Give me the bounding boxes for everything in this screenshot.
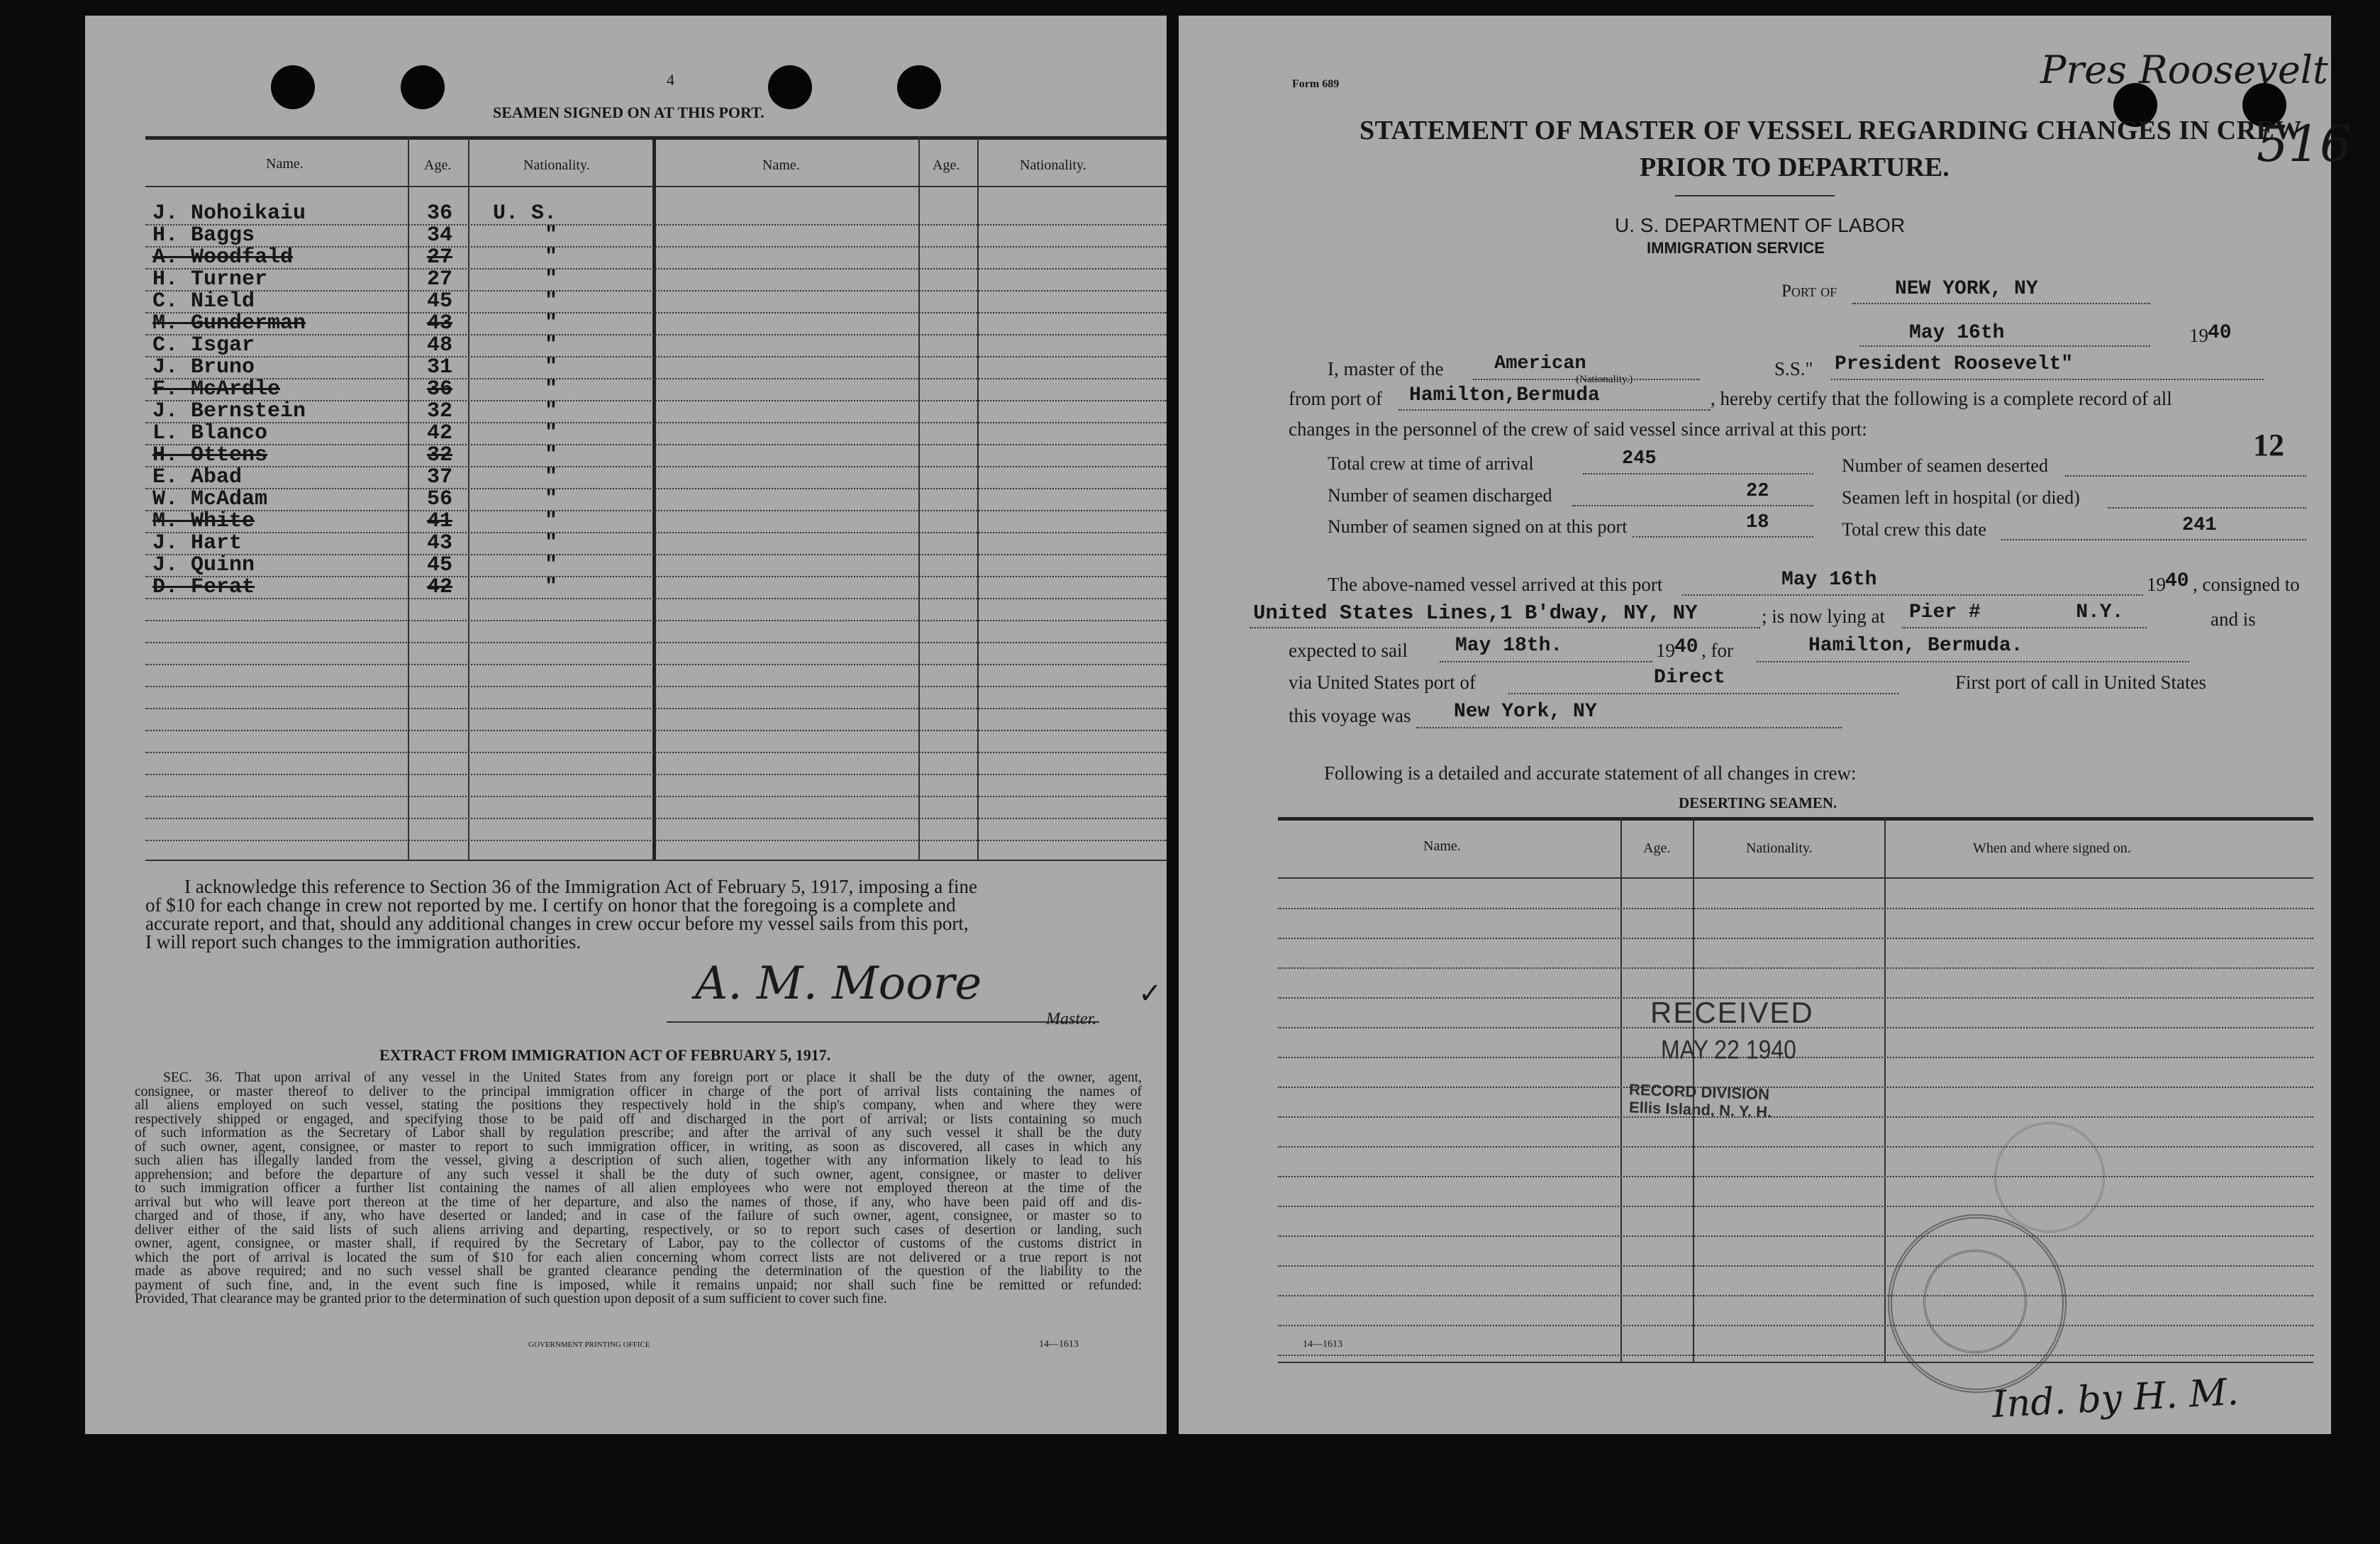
seaman-age: 36 — [427, 201, 453, 226]
extract-line: which the port of arrival is located the sum of $10 for each alien concerning whom correct lists are not delivered or a true report is not — [135, 1250, 1142, 1265]
seaman-age: 36 — [427, 377, 453, 401]
extract-line: such alien has illegally landed from the vessel, giving a description of such alien, together with any information likely to lead to his — [135, 1153, 1142, 1168]
ss-label: S.S." — [1774, 358, 1813, 379]
date-year-suffix: 40 — [2208, 322, 2232, 344]
form-code-right: 14—1613 — [1303, 1339, 1342, 1350]
stamp-division: RECORD DIVISION — [1628, 1080, 1770, 1104]
seaman-age: 43 — [427, 311, 453, 335]
extract-line: of such information as the Secretary of Labor shall by regulation prescribe; and after the arrival of any such vessel it shall be the duty — [135, 1126, 1142, 1140]
master-of-label: I, master of the — [1328, 358, 1444, 379]
seaman-age: 42 — [427, 421, 453, 445]
destination-value: Hamilton, Bermuda. — [1808, 635, 2023, 657]
column-header-nationality: Nationality. — [523, 157, 590, 173]
seaman-nationality: " — [545, 531, 558, 555]
handwritten-index-note: Ind. by H. M. — [1991, 1370, 2240, 1427]
seaman-name: M. Gunderman — [152, 311, 306, 335]
deserting-header-when-where: When and where signed on. — [1973, 840, 2131, 856]
acknowledgement: I acknowledge this reference to Section 36 of the Immigration Act of February 5, 1917, imposing a fine of $10 for each change in crew not reported by me. I certify on honor that the foregoing is a complete and accurate report, and that, should any additional changes in crew occur before my vessel sails from this port, I will report such changes to the immigration authorities. — [145, 876, 977, 952]
form-code-left: 14—1613 — [1039, 1339, 1079, 1350]
seaman-nationality: " — [545, 575, 558, 599]
seaman-name: F. McArdle — [152, 377, 281, 401]
arrived-year-suffix: 40 — [2165, 570, 2189, 592]
total-date-value: 241 — [2182, 515, 2217, 536]
seaman-nationality: " — [545, 465, 558, 489]
form-title-line1: STATEMENT OF MASTER OF VESSEL REGARDING CHANGES IN CREW — [1359, 116, 2302, 145]
seaman-nationality: " — [545, 311, 558, 335]
seaman-name: J. Hart — [152, 531, 243, 555]
seaman-age: 42 — [427, 575, 453, 599]
discharged-label: Number of seamen discharged — [1328, 485, 1552, 506]
seaman-name: M. White — [152, 509, 255, 533]
arrived-value: May 16th — [1781, 569, 1877, 591]
seaman-age: 41 — [427, 509, 453, 533]
department: U. S. DEPARTMENT OF LABOR — [1615, 214, 1906, 236]
voyage-label: this voyage was — [1289, 705, 1411, 726]
following-text: Following is a detailed and accurate statement of all changes in crew: — [1324, 762, 1857, 784]
seaman-nationality: " — [545, 487, 558, 511]
extract-heading: EXTRACT FROM IMMIGRATION ACT OF FEBRUARY 5, 1917. — [379, 1046, 831, 1064]
seaman-name: J. Bernstein — [152, 399, 306, 423]
extract-line: consignee, or master thereof to deliver to the principal immigration officer in charge of the port of arrival lists containing the names of — [135, 1084, 1142, 1099]
total-arrival-label: Total crew at time of arrival — [1328, 453, 1534, 474]
date-value: May 16th — [1909, 322, 2005, 344]
extract-line: of such owner, agent, consignee, or master to report to such immigration officer, in writing, as soon as discovered, all cases in which any — [135, 1139, 1142, 1155]
seaman-nationality: " — [545, 443, 558, 467]
seaman-name: J. Bruno — [152, 355, 255, 379]
signed-on-value: 18 — [1746, 512, 1769, 533]
seaman-nationality: " — [545, 333, 558, 357]
deserting-header-nationality: Nationality. — [1746, 840, 1813, 856]
margin-number: 12 — [2253, 428, 2284, 462]
seaman-name: L. Blanco — [152, 421, 268, 445]
immigration-service: IMMIGRATION SERVICE — [1647, 239, 1825, 257]
deserting-heading: DESERTING SEAMEN. — [1679, 794, 1837, 811]
seaman-nationality: " — [545, 267, 558, 291]
seaman-name: W. McAdam — [152, 487, 268, 511]
seaman-name: J. Nohoikaiu — [152, 201, 306, 226]
punch-hole — [401, 65, 445, 109]
pier-value: Pier # N.Y. — [1909, 601, 2124, 623]
extract-text — [135, 1071, 1142, 1306]
via-value: Direct — [1654, 667, 1725, 689]
signed-on-label: Number of seamen signed on at this port — [1328, 516, 1628, 537]
seaman-age: 32 — [427, 443, 453, 467]
extract-line: deliver either of the said lists of such aliens arriving and departing, respectively, or so to report such cases of desertion or landing, such — [135, 1222, 1142, 1238]
nationality-value: American — [1494, 353, 1586, 374]
seaman-name: H. Ottens — [152, 443, 268, 467]
consigned-label: , consigned to — [2193, 574, 2300, 595]
punch-hole — [271, 65, 315, 109]
seaman-nationality: " — [545, 355, 558, 379]
seaman-age: 45 — [427, 553, 453, 577]
from-port-value: Hamilton,Bermuda — [1409, 384, 1600, 406]
sail-value: May 18th. — [1455, 635, 1563, 657]
extract-line: respectively shipped or engaged, and specifying those to be paid off and discharged in the port of arrival; or lists containing so much — [135, 1111, 1142, 1127]
extract-line: payment of such fine, and, in the event such fine is imposed, while it remains unpaid; nor shall such fine be remitted or refunded: — [135, 1277, 1142, 1293]
arrived-label: The above-named vessel arrived at this port — [1328, 574, 1663, 595]
printing-office: GOVERNMENT PRINTING OFFICE — [528, 1340, 650, 1349]
extract-line: to such immigration officer a further list containing the names of all alien employees who were not employed thereon at the time of the — [135, 1181, 1142, 1196]
deserting-header-name: Name. — [1423, 838, 1461, 854]
extract-line: all aliens employed on such vessel, stating the positions they respectively hold in the ship's company, when and where they were — [135, 1098, 1142, 1113]
seaman-nationality: " — [545, 399, 558, 423]
seaman-name: E. Abad — [152, 465, 243, 489]
sail-year-prefix: 19 — [1656, 640, 1675, 661]
form-number: Form 689 — [1292, 78, 1340, 90]
deserting-header-age: Age. — [1643, 840, 1671, 856]
lying-label: ; is now lying at — [1762, 606, 1885, 627]
seaman-nationality: " — [545, 245, 558, 270]
hospital-label: Seamen left in hospital (or died) — [1842, 487, 2080, 508]
column-header-name-2: Name. — [762, 157, 800, 173]
punch-hole — [768, 65, 812, 109]
seaman-age: 32 — [427, 399, 453, 423]
sail-year-suffix: 40 — [1674, 636, 1698, 658]
discharged-value: 22 — [1746, 481, 1769, 502]
total-date-label: Total crew this date — [1842, 519, 1986, 540]
extract-line: made as above required; and no such vessel shall be granted clearance pending the determination of the question of the liability to the — [135, 1264, 1142, 1279]
stamp-date: MAY 22 1940 — [1661, 1035, 1796, 1065]
consignee-value: United States Lines,1 B'dway, NY, NY — [1253, 601, 1698, 625]
column-header-name: Name. — [266, 156, 304, 172]
check-mark: ✓ — [1138, 977, 1162, 1009]
seaman-name: J. Quinn — [152, 553, 255, 577]
seamen-signed-heading: SEAMEN SIGNED ON AT THIS PORT. — [493, 104, 764, 121]
form-title-line2: PRIOR TO DEPARTURE. — [1640, 152, 1950, 182]
seaman-age: 34 — [427, 223, 453, 248]
page-number: 4 — [667, 71, 674, 89]
seaman-nationality: " — [545, 553, 558, 577]
seaman-age: 27 — [427, 267, 453, 291]
seaman-age: 27 — [427, 245, 453, 270]
seaman-name: C. Nield — [152, 289, 255, 313]
handwritten-number: 516 — [2257, 115, 2352, 173]
changes-text: changes in the personnel of the crew of said vessel since arrival at this port: — [1289, 418, 1867, 440]
handwritten-vessel-name: Pres Roosevelt — [2040, 48, 2328, 92]
seaman-name: A. Woodfald — [152, 245, 294, 270]
nationality-caption: (Nationality.) — [1576, 374, 1633, 385]
voyage-value: New York, NY — [1454, 701, 1597, 723]
seaman-name: H. Turner — [152, 267, 268, 291]
column-header-age: Age. — [424, 157, 452, 173]
seaman-nationality: " — [545, 377, 558, 401]
extract-line: arrival but who will leave port thereon at the time of her departure, and also the names of those, if any, who have been paid off and dis- — [135, 1194, 1142, 1210]
and-is-label: and is — [2211, 609, 2256, 630]
total-arrival-value: 245 — [1622, 448, 1657, 470]
master-caption: Master. — [1046, 1010, 1097, 1028]
port-value: NEW YORK, NY — [1895, 278, 2038, 300]
column-header-nationality-2: Nationality. — [1020, 157, 1086, 173]
right-page — [1179, 16, 2352, 1434]
seaman-name: H. Baggs — [152, 223, 255, 248]
port-label: Port of — [1781, 282, 1837, 301]
arrived-year-prefix: 19 — [2147, 574, 2166, 595]
extract-line: Provided, That clearance may be granted prior to the determination of such question upon deposit of a sum sufficient to cover such fine. — [135, 1292, 887, 1306]
punch-hole — [897, 65, 941, 109]
seaman-age: 37 — [427, 465, 453, 489]
via-label: via United States port of — [1289, 672, 1476, 693]
vessel-name: President Roosevelt" — [1835, 353, 2074, 375]
certify-text: , hereby certify that the following is a complete record of all — [1711, 388, 2172, 409]
extract-line: charged and of those, if any, who have deserted or landed; and in case of the failure of such owner, agent, consignee, or master so to — [135, 1209, 1142, 1223]
deserted-label: Number of seamen deserted — [1842, 455, 2048, 476]
seaman-age: 48 — [427, 333, 453, 357]
master-signature: A. M. Moore — [695, 957, 982, 1010]
stamp-location: Ellis Island, N. Y. H. — [1628, 1098, 1772, 1121]
left-page — [85, 16, 1167, 1434]
seaman-age: 31 — [427, 355, 453, 379]
seaman-age: 56 — [427, 487, 453, 511]
expected-label: expected to sail — [1289, 640, 1408, 661]
seaman-name: D. Ferat — [152, 575, 255, 599]
seaman-nationality: " — [545, 223, 558, 248]
extract-line: SEC. 36. That upon arrival of any vessel in the United States from any foreign port or place it shall be the duty of the owner, agent, — [163, 1070, 1142, 1085]
from-port-label: from port of — [1289, 388, 1382, 409]
for-label: , for — [1701, 640, 1733, 661]
stamp-received: RECEIVED — [1650, 996, 1814, 1029]
seaman-name: C. Isgar — [152, 333, 255, 357]
date-year-prefix: 19 — [2189, 325, 2208, 346]
faint-stamp — [1994, 1122, 2105, 1233]
seaman-age: 43 — [427, 531, 453, 555]
column-header-age-2: Age. — [933, 157, 960, 173]
seaman-nationality: " — [545, 509, 558, 533]
extract-line: apprehension; and before the departure of any such vessel it shall be the duty of such owner, agent, consignee, or master to deliver — [135, 1167, 1142, 1182]
extract-line: owner, agent, consignee, or master shall, if required by the Secretary of Labor, pay to the collector of customs of the customs district in — [135, 1236, 1142, 1251]
seaman-age: 45 — [427, 289, 453, 313]
seaman-nationality: " — [545, 421, 558, 445]
seaman-nationality: " — [545, 289, 558, 313]
seaman-nationality: U. S. — [493, 201, 557, 226]
first-port-label: First port of call in United States — [1955, 672, 2206, 693]
